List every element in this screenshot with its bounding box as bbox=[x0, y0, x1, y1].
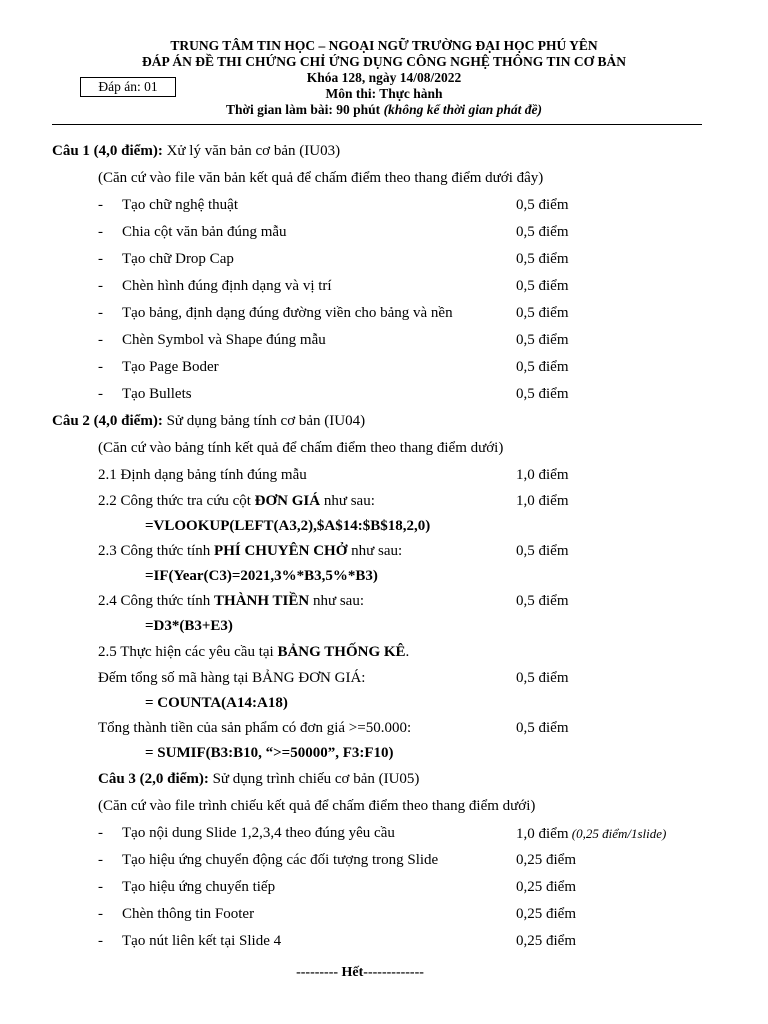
q1-item-score: 0,5 điểm bbox=[516, 332, 569, 348]
list-dash: - bbox=[98, 825, 103, 841]
q1-item-score: 0,5 điểm bbox=[516, 224, 569, 240]
list-dash: - bbox=[98, 278, 103, 294]
q3-item-text: Tạo hiệu ứng chuyển tiếp bbox=[122, 879, 276, 895]
q1-item-text: Chèn Symbol và Shape đúng mẫu bbox=[122, 332, 326, 348]
q1-item bbox=[0, 327, 768, 354]
list-dash: - bbox=[98, 332, 103, 348]
q1-item-text: Tạo Page Boder bbox=[122, 359, 219, 375]
q3-item-text: Tạo hiệu ứng chuyển động các đối tượng trong Slide bbox=[122, 852, 439, 868]
q1-item-score: 0,5 điểm bbox=[516, 359, 569, 375]
q3-item bbox=[0, 847, 768, 874]
q1-item-score: 0,5 điểm bbox=[516, 386, 569, 402]
q3-item-text: Chèn thông tin Footer bbox=[122, 906, 255, 922]
question-2-title: Câu 2 (4,0 điểm): Sử dụng bảng tính cơ bản (IU04) bbox=[52, 413, 366, 429]
q3-item-text: Tạo nội dung Slide 1,2,3,4 theo đúng yêu cầu bbox=[122, 825, 395, 841]
list-dash: - bbox=[98, 852, 103, 868]
q1-item-score: 0,5 điểm bbox=[516, 278, 569, 294]
q2-section-2-3: 2.3 Công thức tính PHÍ CHUYÊN CHỞ như sau: 0,5 điểm bbox=[98, 543, 569, 559]
q1-item-text: Chèn hình đúng định dạng và vị trí bbox=[122, 278, 332, 294]
header-divider bbox=[52, 124, 702, 125]
q2-section-2-2: 2.2 Công thức tra cứu cột ĐƠN GIÁ như sau: 1,0 điểm bbox=[98, 493, 569, 509]
q3-item bbox=[0, 928, 768, 955]
q1-item-text: Tạo chữ Drop Cap bbox=[122, 251, 234, 267]
q3-item-score: 0,25 điểm bbox=[516, 933, 576, 949]
q2-formula-sumif: = SUMIF(B3:B10, “>=50000”, F3:F10) bbox=[145, 745, 394, 761]
q1-item-text: Tạo bảng, định dạng đúng đường viền cho bảng và nền bbox=[122, 305, 453, 321]
q1-item-text: Tạo chữ nghệ thuật bbox=[122, 197, 239, 213]
q1-item bbox=[0, 219, 768, 246]
q3-item bbox=[0, 901, 768, 928]
list-dash: - bbox=[98, 879, 103, 895]
question-3-title: Câu 3 (2,0 điểm): Sử dụng trình chiếu cơ bản (IU05) bbox=[98, 771, 420, 787]
list-dash: - bbox=[98, 906, 103, 922]
list-dash: - bbox=[98, 933, 103, 949]
question-1-intro: (Căn cứ vào file văn bản kết quả để chấm điểm theo thang điểm dưới đây) bbox=[98, 170, 544, 186]
q3-item-score: 0,25 điểm bbox=[516, 906, 576, 922]
question-3-intro: (Căn cứ vào file trình chiếu kết quả để chấm điểm theo thang điểm dưới) bbox=[98, 798, 536, 814]
q3-item-score: 0,25 điểm bbox=[516, 879, 576, 895]
list-dash: - bbox=[98, 386, 103, 402]
question-1-title: Câu 1 (4,0 điểm): Xử lý văn bản cơ bản (IU03) bbox=[52, 143, 341, 159]
q2-section-2-1: 2.1 Định dạng bảng tính đúng mẫu 1,0 điểm bbox=[98, 467, 569, 483]
q2-section-2-4: 2.4 Công thức tính THÀNH TIỀN như sau: 0,5 điểm bbox=[98, 593, 569, 609]
q1-item bbox=[0, 246, 768, 273]
q3-item-note: (0,25 điểm/1slide) bbox=[568, 826, 667, 841]
answer-code-box: Đáp án: 01 bbox=[80, 77, 176, 97]
q3-item-text: Tạo nút liên kết tại Slide 4 bbox=[122, 933, 282, 949]
q2-sum-requirement: Tổng thành tiền của sản phẩm có đơn giá >=50.000: 0,5 điểm bbox=[98, 720, 569, 736]
question-2-intro: (Căn cứ vào bảng tính kết quả để chấm điểm theo thang điểm dưới) bbox=[98, 440, 504, 456]
list-dash: - bbox=[98, 305, 103, 321]
q2-formula-vlookup: =VLOOKUP(LEFT(A3,2),$A$14:$B$18,2,0) bbox=[145, 518, 431, 534]
list-dash: - bbox=[98, 359, 103, 375]
q3-item-score: 1,0 điểm (0,25 điểm/1slide) bbox=[516, 826, 667, 842]
end-marker: --------- Hết------------- bbox=[296, 965, 424, 980]
q1-item bbox=[0, 192, 768, 219]
answer-content bbox=[0, 138, 768, 955]
q1-item-score: 0,5 điểm bbox=[516, 197, 569, 213]
q1-item bbox=[0, 273, 768, 300]
q3-item-score: 0,25 điểm bbox=[516, 852, 576, 868]
list-dash: - bbox=[98, 197, 103, 213]
q3-item bbox=[0, 820, 768, 847]
header-course-date: Khóa 128, ngày 14/08/2022 bbox=[306, 70, 462, 85]
q1-item bbox=[0, 300, 768, 327]
q1-item bbox=[0, 381, 768, 408]
header-institution: TRUNG TÂM TIN HỌC – NGOẠI NGỮ TRƯỜNG ĐẠI HỌC PHÚ YÊN bbox=[170, 38, 598, 53]
list-dash: - bbox=[98, 224, 103, 240]
q1-item-text: Tạo Bullets bbox=[122, 386, 192, 402]
q2-section-2-5: 2.5 Thực hiện các yêu cầu tại BẢNG THỐNG KÊ. bbox=[98, 644, 410, 660]
header-duration: Thời gian làm bài: 90 phút (không kể thời gian phát đề) bbox=[226, 102, 542, 117]
q1-item-score: 0,5 điểm bbox=[516, 305, 569, 321]
q2-formula-if: =IF(Year(C3)=2021,3%*B3,5%*B3) bbox=[145, 568, 378, 584]
q1-item-score: 0,5 điểm bbox=[516, 251, 569, 267]
q2-formula-counta: = COUNTA(A14:A18) bbox=[145, 695, 288, 711]
header-subject: Môn thi: Thực hành bbox=[325, 86, 443, 101]
q2-formula-total: =D3*(B3+E3) bbox=[145, 618, 233, 634]
header-title: ĐÁP ÁN ĐỀ THI CHỨNG CHỈ ỨNG DỤNG CÔNG NGHỆ THÔNG TIN CƠ BẢN bbox=[142, 54, 626, 69]
q2-count-requirement: Đếm tổng số mã hàng tại BẢNG ĐƠN GIÁ: 0,5 điểm bbox=[98, 670, 569, 686]
q1-item bbox=[0, 354, 768, 381]
q1-item-text: Chia cột văn bản đúng mẫu bbox=[122, 224, 287, 240]
list-dash: - bbox=[98, 251, 103, 267]
q3-item bbox=[0, 874, 768, 901]
